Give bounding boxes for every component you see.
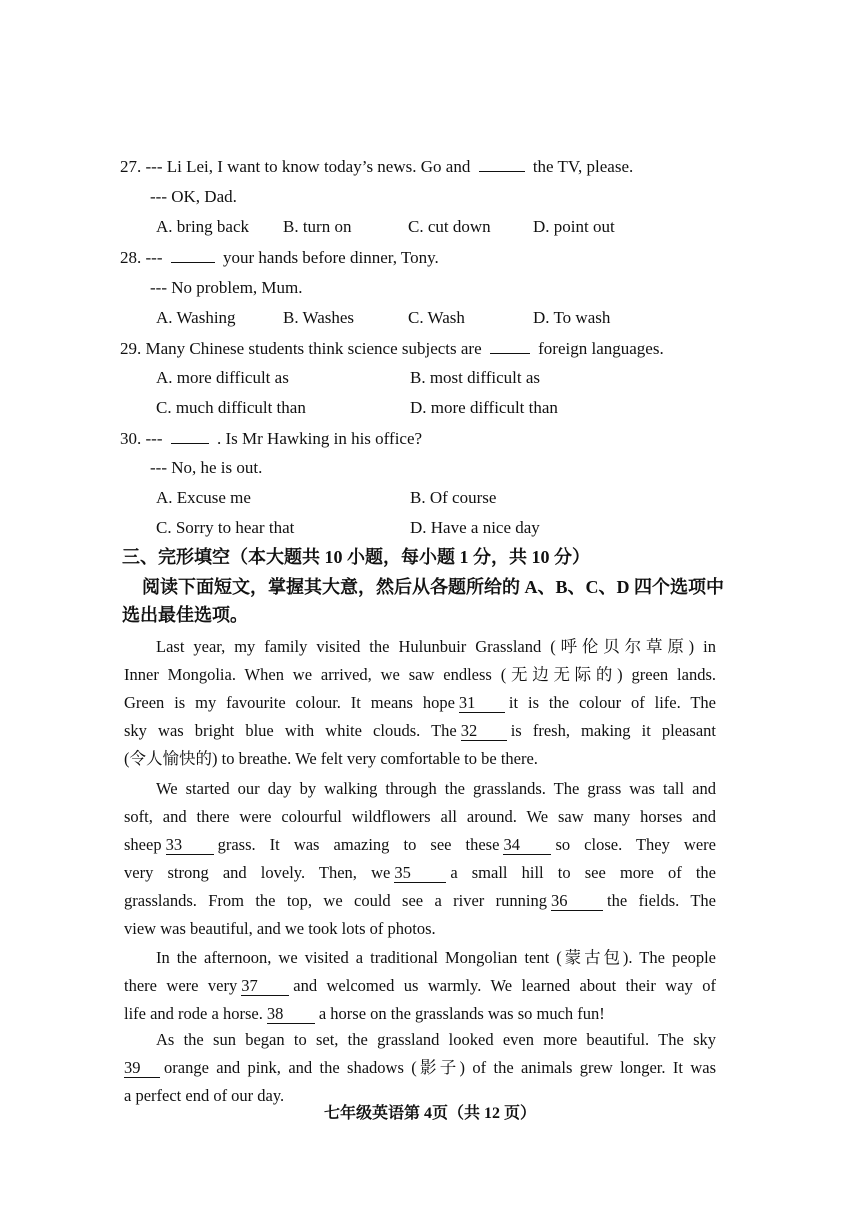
cloze-blank-31: 31 [459, 694, 505, 713]
option-a: A. more difficult as [156, 368, 289, 387]
option-c: C. much difficult than [156, 398, 306, 417]
passage-line: 39 orange and pink, and the shadows (影子) of the animals grew longer. It was [124, 1058, 716, 1077]
cloze-blank-35: 35 [394, 864, 446, 883]
passage-line: a perfect end of our day. [124, 1086, 285, 1105]
option-a: A. bring back [156, 217, 250, 236]
passage-paragraph-1 [124, 633, 716, 773]
page-footer: 七年级英语第 4页（共 12 页） [323, 1105, 536, 1122]
answer-blank [479, 171, 525, 172]
cloze-blank-36: 36 [551, 892, 603, 911]
option-a: A. Excuse me [156, 488, 251, 507]
question-text: foreign languages. [538, 339, 664, 358]
passage-line: view was beautiful, and we took lots of photos. [124, 919, 436, 938]
question-text: the TV, please. [532, 157, 634, 176]
option-b: B. most difficult as [410, 368, 541, 387]
option-b: B. turn on [283, 217, 352, 236]
cloze-blank-37: 37 [241, 977, 289, 996]
passage-line: life and rode a horse. 38 a horse on the grasslands was so much fun! [124, 1004, 605, 1023]
option-b: B. Washes [283, 308, 355, 327]
passage-paragraph-4 [124, 1026, 716, 1110]
question-text: 27. --- Li Lei, I want to know today’s news. Go and [120, 157, 471, 176]
passage-line: there were very 37 and welcomed us warmly. We learned about their way of [124, 976, 716, 995]
passage-line: very strong and lovely. Then, we 35 a small hill to see more of the [124, 863, 717, 882]
passage-line: Green is my favourite colour. It means hope 31 it is the colour of life. The [124, 693, 717, 712]
passage-line: As the sun began to set, the grassland looked even more beautiful. The sky [156, 1030, 716, 1049]
passage-line: We started our day by walking through the grasslands. The grass was tall and [156, 779, 716, 798]
question-text: 30. --- [120, 429, 163, 448]
section-instruction: 阅读下面短文，掌握其大意，然后从各题所给的 A、B、C、D 四个选项中 [142, 577, 724, 597]
section-title: 三、完形填空（本大题共 10 小题，每小题 1 分，共 10 分） [122, 547, 590, 567]
question-27-reply: --- OK, Dad. [150, 187, 237, 206]
question-28-stem [120, 247, 439, 269]
option-c: C. cut down [408, 217, 491, 236]
question-text: your hands before dinner, Tony. [222, 248, 439, 267]
option-c: C. Sorry to hear that [156, 518, 295, 537]
cloze-blank-32: 32 [461, 722, 507, 741]
question-text: 29. Many Chinese students think science subjects are [120, 339, 482, 358]
option-d: D. Have a nice day [410, 518, 540, 537]
passage-line: Last year, my family visited the Hulunbuir Grassland (呼伦贝尔草原) in [156, 637, 716, 656]
option-c: C. Wash [408, 308, 465, 327]
question-text: 28. --- [120, 248, 163, 267]
passage-line: (令人愉快的) to breathe. We felt very comfortable to be there. [124, 749, 538, 768]
option-d: D. point out [533, 217, 615, 236]
answer-blank [171, 262, 215, 263]
section-instruction: 选出最佳选项。 [122, 605, 248, 625]
question-27-stem [120, 156, 633, 178]
question-30-stem [120, 428, 422, 450]
option-b: B. Of course [410, 488, 497, 507]
answer-blank [490, 353, 530, 354]
question-29-stem [120, 338, 664, 360]
option-d: D. more difficult than [410, 398, 558, 417]
passage-paragraph-3 [124, 944, 716, 1028]
cloze-blank-33: 33 [166, 836, 214, 855]
passage-line: In the afternoon, we visited a traditional Mongolian tent (蒙古包). The people [156, 948, 716, 967]
option-d: D. To wash [533, 308, 611, 327]
passage-paragraph-2 [124, 775, 716, 943]
option-a: A. Washing [156, 308, 236, 327]
passage-line: soft, and there were colourful wildflowers all around. We saw many horses and [124, 807, 716, 826]
passage-line: sheep 33 grass. It was amazing to see these 34 so close. They were [124, 835, 716, 854]
passage-line: grasslands. From the top, we could see a river running 36 the fields. The [124, 891, 716, 910]
cloze-blank-38: 38 [267, 1005, 315, 1024]
passage-line: sky was bright blue with white clouds. The 32 is fresh, making it pleasant [124, 721, 716, 740]
question-30-reply: --- No, he is out. [150, 458, 263, 477]
cloze-blank-34: 34 [503, 836, 551, 855]
question-text: . Is Mr Hawking in his office? [216, 429, 423, 448]
cloze-blank-39: 39 [124, 1059, 160, 1078]
answer-blank [171, 443, 209, 444]
passage-line: Inner Mongolia. When we arrived, we saw endless (无边无际的) green lands. [124, 665, 716, 684]
question-28-reply: --- No problem, Mum. [150, 278, 303, 297]
